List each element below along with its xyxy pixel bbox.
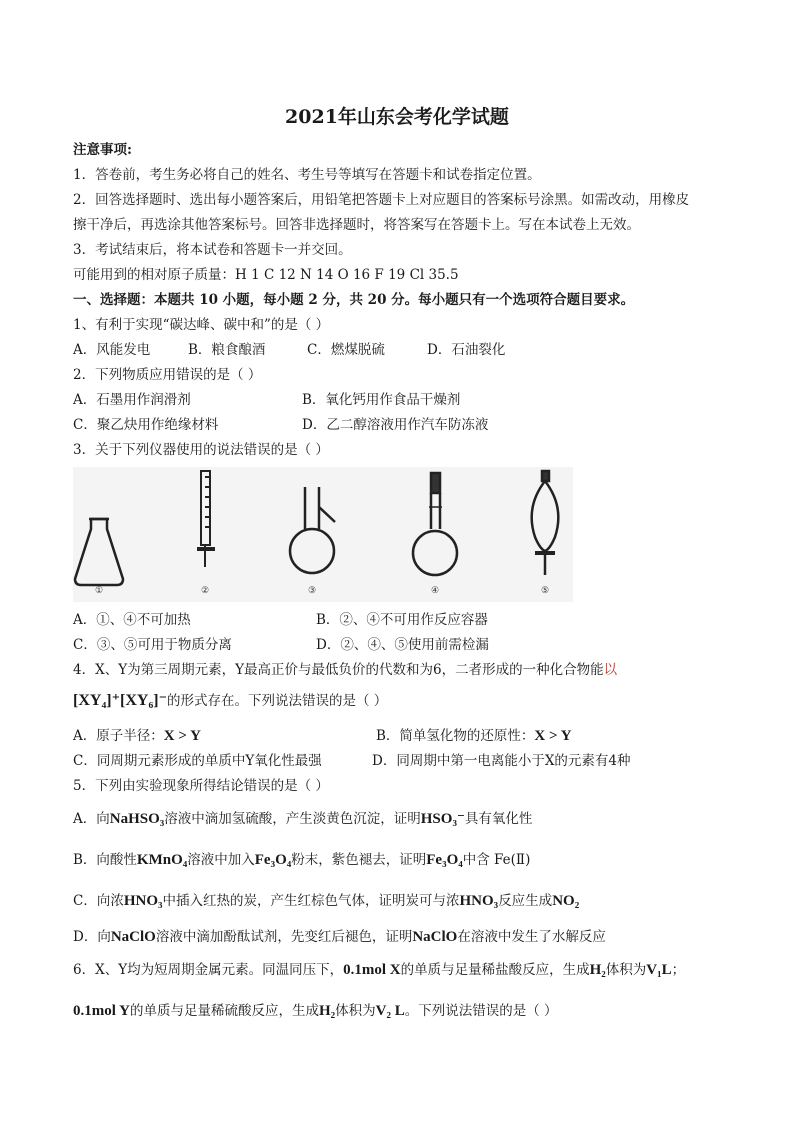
q2-stem: 2．下列物质应用错误的是（ ） [73,367,262,383]
apparatus-label-4: ④ [430,586,440,596]
q5-option-d: D．向NaClO溶液中滴加酚酞试剂，先变红后褪色，证明NaClO在溶液中发生了水解反应 [73,929,606,945]
q4-formula: [XY₄]⁺[XY₆]⁻ [73,692,168,709]
apparatus-label-2: ② [200,586,210,596]
apparatus-label-1: ① [94,586,104,596]
q4-stem-tail: 的形式存在。下列说法错误的是（ ） [167,693,388,709]
lab-apparatus-figure [73,467,573,602]
notice-item-2-cont: 擦干净后，再选涂其他答案标号。回答非选择题时，将答案写在答题卡上。写在本试卷上无效。 [73,217,640,233]
q5-option-c: C．向浓HNO₃中插入红热的炭，产生红棕色气体，证明炭可与浓HNO₃反应生成NO₂ [73,893,580,909]
q1-option-d: D．石油裂化 [427,342,506,358]
q3-option-b: B．②、④不可用作反应容器 [316,612,488,628]
q5-stem: 5．下列由实验现象所得结论错误的是（ ） [73,778,329,794]
atomic-masses: 可能用到的相对原子质量：H 1 C 12 N 14 O 16 F 19 Cl 35.5 [73,267,459,283]
q2-option-b: B．氧化钙用作食品干燥剂 [302,392,461,408]
q3-option-a: A．①、④不可加热 [73,612,191,628]
q5-option-b: B．向酸性KMnO₄溶液中加入Fe₃O₄粉末，紫色褪去，证明Fe₃O₄中含 Fe(Ⅱ) [73,852,531,868]
page-title: 2021年山东会考化学试题 [285,106,509,128]
q4-stem-line-2 [73,692,387,710]
q4-option-c: C．同周期元素形成的单质中Y氧化性最强 [73,753,322,769]
notice-item-3: 3．考试结束后，将本试卷和答题卡一并交回。 [73,242,352,258]
q2-option-c: C．聚乙炔用作绝缘材料 [73,417,219,433]
q6-stem-line-1: 6．X、Y均为短周期金属元素。同温同压下，0.1mol X的单质与足量稀盐酸反应，生成H₂体积为V₁L； [73,962,686,978]
q3-stem: 3．关于下列仪器使用的说法错误的是（ ） [73,442,329,458]
q1-stem: 1、有利于实现“碳达峰、碳中和”的是（ ） [73,317,330,333]
notice-heading: 注意事项: [73,142,132,158]
apparatus-label-3: ③ [307,586,317,596]
q6-stem-line-2: 0.1mol Y的单质与足量稀硫酸反应，生成H₂体积为V₂ L。下列说法错误的是（ ） [73,1003,558,1019]
q2-option-a: A．石墨用作润滑剂 [73,392,191,408]
q1-option-c: C．燃煤脱硫 [307,342,385,358]
q1-option-b: B．粮食酿酒 [188,342,266,358]
q5-option-a: A．向NaHSO₃溶液中滴加氢硫酸，产生淡黄色沉淀，证明HSO₃⁻具有氧化性 [73,811,533,827]
q2-option-d: D．乙二醇溶液用作汽车防冻液 [302,417,489,433]
q4-option-a: A．原子半径：X > Y [73,728,201,744]
q3-option-c: C．③、⑤可用于物质分离 [73,637,232,653]
notice-item-2: 2．回答选择题时、选出每小题答案后，用铅笔把答题卡上对应题目的答案标号涂黑。如需改动，用橡皮 [73,192,690,208]
q1-option-a: A．风能发电 [73,342,151,358]
section-1-heading: 一、选择题：本题共 10 小题，每小题 2 分，共 20 分。每小题只有一个选项符合题目要求。 [73,292,635,308]
q4-stem-line-1: 4．X、Y为第三周期元素，Y最高正价与最低负价的代数和为6，二者形成的一种化合物能以 [73,662,618,678]
apparatus-label-5: ⑤ [540,586,550,596]
q4-option-d: D．同周期中第一电离能小于X的元素有4种 [372,753,631,769]
q4-red-char: 以 [603,662,618,678]
q4-option-b: B．简单氢化物的还原性：X > Y [376,728,572,744]
q3-option-d: D．②、④、⑤使用前需检漏 [316,637,489,653]
notice-item-1: 1．答卷前，考生务必将自己的姓名、考生号等填写在答题卡和试卷指定位置。 [73,167,541,183]
